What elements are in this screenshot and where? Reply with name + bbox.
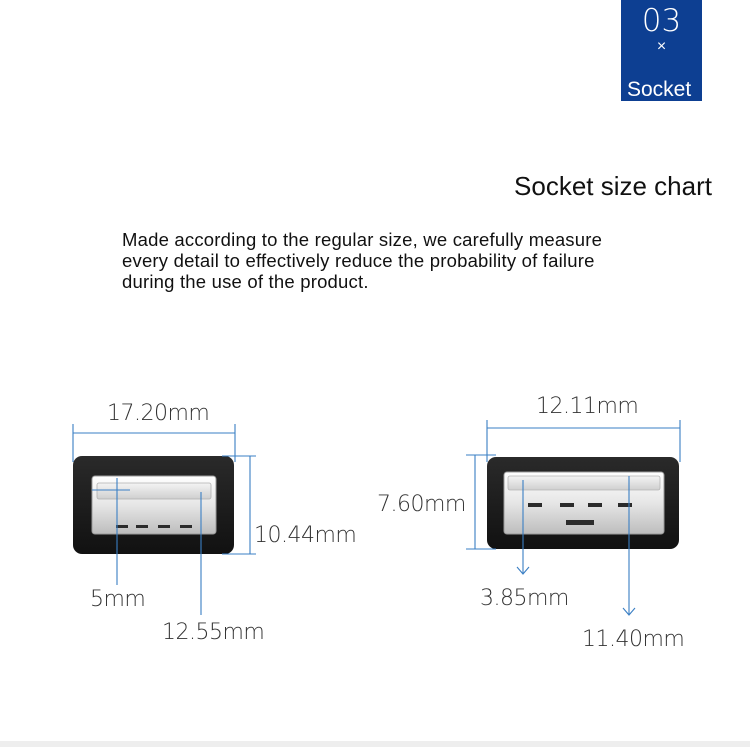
female-socket-drawing [73, 456, 234, 554]
bottom-divider [0, 741, 750, 747]
female-socket-tongue [97, 483, 211, 499]
female-width-label: 17.20mm [107, 401, 210, 426]
badge-number: 03 [641, 3, 682, 39]
description-line: Made according to the regular size, we carefully measure [122, 229, 603, 250]
description-line: every detail to effectively reduce the probability of failure [122, 250, 595, 271]
male-inner-width-label: 11.40mm [582, 627, 685, 652]
female-pin-offset-label: 5mm [90, 587, 146, 612]
female-height-label: 10.44mm [254, 523, 357, 548]
male-height-label: 7.60mm [377, 492, 466, 517]
badge-mark: × [656, 38, 667, 55]
male-plug-tongue [508, 476, 660, 490]
page-title: Socket size chart [514, 171, 712, 201]
male-plug-drawing [487, 457, 679, 549]
male-pin-offset-label: 3.85mm [480, 586, 569, 611]
female-inner-width-label: 12.55mm [162, 620, 265, 645]
description-line: during the use of the product. [122, 271, 369, 292]
badge-word: Socket [627, 78, 692, 101]
male-width-label: 12.11mm [536, 394, 639, 419]
